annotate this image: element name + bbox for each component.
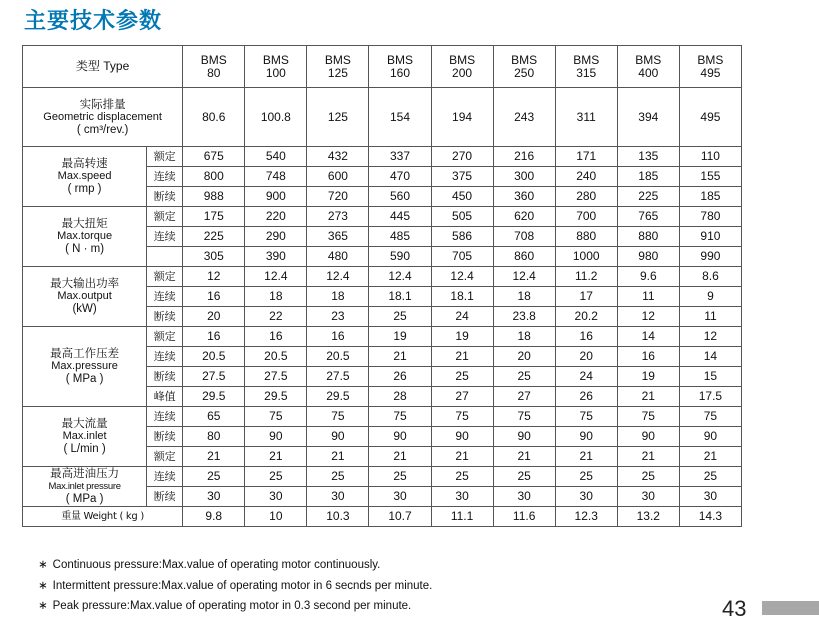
value-cell: 21: [679, 447, 741, 467]
value-cell: 12.4: [369, 267, 431, 287]
value-cell: 21: [369, 447, 431, 467]
value-cell: 29.5: [307, 387, 369, 407]
value-cell: 16: [245, 327, 307, 347]
value-cell: 75: [307, 407, 369, 427]
model-size: 250: [514, 65, 535, 80]
value-cell: 21: [245, 447, 307, 467]
value-cell: 21: [369, 347, 431, 367]
value-cell: 17: [555, 287, 617, 307]
value-cell: 11: [679, 307, 741, 327]
table-row: [23, 147, 742, 167]
value-cell: 390: [245, 247, 307, 267]
value-cell: 90: [307, 427, 369, 447]
value-cell: 23: [307, 307, 369, 327]
value-cell: 125: [307, 88, 369, 147]
value-cell: 90: [431, 427, 493, 447]
value-cell: 75: [617, 407, 679, 427]
value-cell: 748: [245, 167, 307, 187]
value-cell: 450: [431, 187, 493, 207]
model-size: 160: [389, 65, 410, 80]
value-cell: 25: [183, 467, 245, 487]
model-series: BMS: [386, 52, 413, 67]
value-cell: 25: [431, 367, 493, 387]
value-cell: 25: [617, 467, 679, 487]
value-cell: 16: [555, 327, 617, 347]
condition-cell: 断续: [147, 367, 183, 387]
value-cell: 80.6: [183, 88, 245, 147]
displacement-row: [23, 88, 742, 147]
note-line: [38, 555, 432, 576]
param-name-en: Max.pressure: [51, 360, 118, 372]
header-row: [23, 46, 742, 88]
value-cell: 17.5: [679, 387, 741, 407]
model-size: 125: [327, 65, 348, 80]
value-cell: 470: [369, 167, 431, 187]
value-cell: 980: [617, 247, 679, 267]
value-cell: 100.8: [245, 88, 307, 147]
value-cell: 21: [617, 387, 679, 407]
table-row: [23, 327, 742, 347]
value-cell: 27: [493, 387, 555, 407]
model-header: [679, 46, 741, 88]
value-cell: 27.5: [245, 367, 307, 387]
param-unit: ( MPa ): [65, 373, 104, 385]
value-cell: 21: [431, 347, 493, 367]
value-cell: 16: [183, 327, 245, 347]
value-cell: 30: [183, 487, 245, 507]
value-cell: 900: [245, 187, 307, 207]
table-row: [23, 407, 742, 427]
value-cell: 20: [183, 307, 245, 327]
model-header: [183, 46, 245, 88]
condition-cell: 额定: [147, 147, 183, 167]
condition-cell: 额定: [147, 267, 183, 287]
note-text: Peak pressure:Max.value of operating motor in 0.3 second per minute.: [52, 600, 412, 612]
value-cell: 21: [307, 447, 369, 467]
value-cell: 600: [307, 167, 369, 187]
note-line: [38, 576, 432, 597]
value-cell: 860: [493, 247, 555, 267]
value-cell: 12: [617, 307, 679, 327]
value-cell: 194: [431, 88, 493, 147]
value-cell: 27.5: [183, 367, 245, 387]
value-cell: 20: [555, 347, 617, 367]
value-cell: 12.4: [431, 267, 493, 287]
value-cell: 880: [617, 227, 679, 247]
param-name-en: Max.inlet pressure: [48, 481, 121, 492]
value-cell: 25: [369, 307, 431, 327]
param-name-en: Geometric displacement: [43, 110, 162, 123]
value-cell: 171: [555, 147, 617, 167]
param-unit: ( cm³/rev.): [76, 123, 129, 136]
value-cell: 30: [555, 487, 617, 507]
value-cell: 75: [679, 407, 741, 427]
value-cell: 360: [493, 187, 555, 207]
model-series: BMS: [449, 52, 476, 67]
value-cell: 270: [431, 147, 493, 167]
value-cell: 21: [183, 447, 245, 467]
value-cell: 27.5: [307, 367, 369, 387]
value-cell: 11.1: [431, 507, 493, 527]
value-cell: 30: [679, 487, 741, 507]
value-cell: 780: [679, 207, 741, 227]
param-name-zh: 实际排量: [79, 96, 126, 111]
value-cell: 80: [183, 427, 245, 447]
model-header: [431, 46, 493, 88]
condition-cell: 额定: [147, 207, 183, 227]
param-unit: (kW): [72, 303, 97, 315]
condition-cell: 连续: [147, 407, 183, 427]
value-cell: 30: [617, 487, 679, 507]
value-cell: 185: [617, 167, 679, 187]
value-cell: 154: [369, 88, 431, 147]
value-cell: 19: [369, 327, 431, 347]
value-cell: 9.6: [617, 267, 679, 287]
note-text: Continuous pressure:Max.value of operating motor continuously.: [52, 559, 381, 571]
value-cell: 20.5: [183, 347, 245, 367]
value-cell: 21: [555, 447, 617, 467]
value-cell: 14: [679, 347, 741, 367]
param-name-en: Max.inlet: [62, 430, 107, 442]
value-cell: 15: [679, 367, 741, 387]
value-cell: 30: [493, 487, 555, 507]
value-cell: 375: [431, 167, 493, 187]
value-cell: 16: [617, 347, 679, 367]
displacement-label: [23, 88, 183, 147]
value-cell: 25: [679, 467, 741, 487]
value-cell: 20.5: [307, 347, 369, 367]
value-cell: 21: [431, 447, 493, 467]
value-cell: 20.5: [245, 347, 307, 367]
value-cell: 14.3: [679, 507, 741, 527]
value-cell: 22: [245, 307, 307, 327]
condition-cell: [147, 247, 183, 267]
value-cell: 910: [679, 227, 741, 247]
value-cell: 21: [493, 447, 555, 467]
value-cell: 16: [307, 327, 369, 347]
value-cell: 225: [183, 227, 245, 247]
value-cell: 12: [679, 327, 741, 347]
weight-label: 重量 Weight ( kg ): [23, 507, 183, 527]
note-marker: ∗: [38, 579, 48, 592]
value-cell: 675: [183, 147, 245, 167]
value-cell: 75: [493, 407, 555, 427]
param-label: [23, 267, 147, 327]
model-size: 315: [576, 65, 597, 80]
param-label: [23, 407, 147, 467]
value-cell: 25: [307, 467, 369, 487]
value-cell: 11: [617, 287, 679, 307]
condition-cell: 连续: [147, 467, 183, 487]
value-cell: 90: [369, 427, 431, 447]
value-cell: 225: [617, 187, 679, 207]
value-cell: 12.4: [307, 267, 369, 287]
model-header: [245, 46, 307, 88]
model-series: BMS: [200, 52, 227, 67]
value-cell: 590: [369, 247, 431, 267]
model-header: [493, 46, 555, 88]
note-marker: ∗: [38, 600, 48, 612]
value-cell: 243: [493, 88, 555, 147]
value-cell: 18: [245, 287, 307, 307]
value-cell: 28: [369, 387, 431, 407]
table-row: [23, 207, 742, 227]
value-cell: 10.3: [307, 507, 369, 527]
value-cell: 25: [493, 367, 555, 387]
value-cell: 21: [617, 447, 679, 467]
param-name-zh: 最大流量: [61, 416, 108, 430]
value-cell: 18.1: [369, 287, 431, 307]
weight-row: [23, 507, 742, 527]
value-cell: 155: [679, 167, 741, 187]
value-cell: 90: [679, 427, 741, 447]
value-cell: 990: [679, 247, 741, 267]
value-cell: 20.2: [555, 307, 617, 327]
value-cell: 16: [183, 287, 245, 307]
value-cell: 18: [307, 287, 369, 307]
condition-cell: 连续: [147, 287, 183, 307]
condition-cell: 断续: [147, 307, 183, 327]
value-cell: 27: [431, 387, 493, 407]
note-line: [38, 596, 432, 617]
condition-cell: 额定: [147, 447, 183, 467]
model-series: BMS: [635, 52, 662, 67]
value-cell: 30: [369, 487, 431, 507]
value-cell: 9.8: [183, 507, 245, 527]
value-cell: 25: [555, 467, 617, 487]
value-cell: 620: [493, 207, 555, 227]
value-cell: 432: [307, 147, 369, 167]
value-cell: 10: [245, 507, 307, 527]
value-cell: 30: [245, 487, 307, 507]
value-cell: 13.2: [617, 507, 679, 527]
value-cell: 18: [493, 327, 555, 347]
param-label: [23, 207, 147, 267]
value-cell: 12.4: [245, 267, 307, 287]
note-marker: ∗: [38, 559, 48, 571]
value-cell: 25: [431, 467, 493, 487]
param-label: [23, 147, 147, 207]
condition-cell: 额定: [147, 327, 183, 347]
value-cell: 18.1: [431, 287, 493, 307]
page-number: 43: [722, 596, 747, 621]
value-cell: 505: [431, 207, 493, 227]
param-name-zh: 最高转速: [61, 156, 108, 170]
param-unit: ( rmp ): [67, 183, 102, 195]
model-series: BMS: [324, 52, 351, 67]
value-cell: 880: [555, 227, 617, 247]
value-cell: 90: [493, 427, 555, 447]
value-cell: 75: [431, 407, 493, 427]
table-row: [23, 267, 742, 287]
value-cell: 29.5: [245, 387, 307, 407]
value-cell: 185: [679, 187, 741, 207]
param-label: [23, 327, 147, 407]
value-cell: 90: [245, 427, 307, 447]
value-cell: 18: [493, 287, 555, 307]
value-cell: 480: [307, 247, 369, 267]
value-cell: 9: [679, 287, 741, 307]
value-cell: 290: [245, 227, 307, 247]
value-cell: 75: [369, 407, 431, 427]
value-cell: 135: [617, 147, 679, 167]
param-name-en: Max.torque: [57, 230, 113, 242]
value-cell: 30: [431, 487, 493, 507]
value-cell: 24: [555, 367, 617, 387]
param-name-en: Max.speed: [57, 170, 112, 182]
model-size: 100: [265, 65, 286, 80]
condition-cell: 连续: [147, 167, 183, 187]
value-cell: 445: [369, 207, 431, 227]
condition-cell: 连续: [147, 227, 183, 247]
model-header: [555, 46, 617, 88]
value-cell: 25: [245, 467, 307, 487]
param-name-zh: 最高工作压差: [50, 346, 120, 360]
value-cell: 12.4: [493, 267, 555, 287]
notes: [38, 555, 432, 617]
condition-cell: 连续: [147, 347, 183, 367]
value-cell: 311: [555, 88, 617, 147]
value-cell: 273: [307, 207, 369, 227]
value-cell: 65: [183, 407, 245, 427]
table-row: [23, 467, 742, 487]
value-cell: 240: [555, 167, 617, 187]
value-cell: 365: [307, 227, 369, 247]
condition-cell: 断续: [147, 187, 183, 207]
param-name-zh: 最大扭矩: [61, 216, 108, 230]
model-size: 400: [638, 65, 659, 80]
value-cell: 14: [617, 327, 679, 347]
model-series: BMS: [573, 52, 600, 67]
value-cell: 220: [245, 207, 307, 227]
param-name-zh: 最大输出功率: [50, 276, 120, 290]
model-header: [369, 46, 431, 88]
model-series: BMS: [262, 52, 289, 67]
value-cell: 75: [245, 407, 307, 427]
value-cell: 12.3: [555, 507, 617, 527]
value-cell: 29.5: [183, 387, 245, 407]
value-cell: 12: [183, 267, 245, 287]
value-cell: 540: [245, 147, 307, 167]
value-cell: 800: [183, 167, 245, 187]
page-tab-marker: [762, 601, 819, 615]
value-cell: 110: [679, 147, 741, 167]
model-header: [307, 46, 369, 88]
value-cell: 765: [617, 207, 679, 227]
value-cell: 337: [369, 147, 431, 167]
value-cell: 26: [555, 387, 617, 407]
model-header: [617, 46, 679, 88]
condition-cell: 断续: [147, 487, 183, 507]
model-size: 495: [700, 65, 721, 80]
value-cell: 26: [369, 367, 431, 387]
value-cell: 19: [431, 327, 493, 347]
value-cell: 175: [183, 207, 245, 227]
value-cell: 700: [555, 207, 617, 227]
param-unit: ( MPa ): [65, 493, 104, 505]
value-cell: 708: [493, 227, 555, 247]
spec-table: [22, 45, 742, 527]
value-cell: 10.7: [369, 507, 431, 527]
value-cell: 11.2: [555, 267, 617, 287]
note-text: Intermittent pressure:Max.value of operating motor in 6 secnds per minute.: [52, 579, 433, 592]
value-cell: 216: [493, 147, 555, 167]
value-cell: 988: [183, 187, 245, 207]
value-cell: 305: [183, 247, 245, 267]
param-name-zh: 最高进油压力: [50, 466, 120, 480]
model-series: BMS: [511, 52, 538, 67]
param-label: [23, 467, 147, 507]
param-unit: ( L/min ): [63, 443, 106, 455]
value-cell: 90: [555, 427, 617, 447]
model-size: 80: [207, 65, 221, 80]
value-cell: 495: [679, 88, 741, 147]
model-size: 200: [452, 65, 473, 80]
value-cell: 280: [555, 187, 617, 207]
value-cell: 586: [431, 227, 493, 247]
page-title: 主要技术参数: [24, 9, 163, 34]
value-cell: 720: [307, 187, 369, 207]
value-cell: 20: [493, 347, 555, 367]
value-cell: 24: [431, 307, 493, 327]
condition-cell: 峰值: [147, 387, 183, 407]
type-header: 类型 Type: [23, 46, 183, 88]
value-cell: 8.6: [679, 267, 741, 287]
model-series: BMS: [697, 52, 724, 67]
value-cell: 30: [307, 487, 369, 507]
value-cell: 1000: [555, 247, 617, 267]
param-name-en: Max.output: [57, 290, 112, 302]
value-cell: 11.6: [493, 507, 555, 527]
value-cell: 23.8: [493, 307, 555, 327]
value-cell: 19: [617, 367, 679, 387]
value-cell: 705: [431, 247, 493, 267]
value-cell: 560: [369, 187, 431, 207]
value-cell: 300: [493, 167, 555, 187]
param-unit: ( N · m): [65, 243, 105, 255]
value-cell: 25: [369, 467, 431, 487]
value-cell: 75: [555, 407, 617, 427]
value-cell: 90: [617, 427, 679, 447]
condition-cell: 断续: [147, 427, 183, 447]
value-cell: 25: [493, 467, 555, 487]
value-cell: 394: [617, 88, 679, 147]
value-cell: 485: [369, 227, 431, 247]
